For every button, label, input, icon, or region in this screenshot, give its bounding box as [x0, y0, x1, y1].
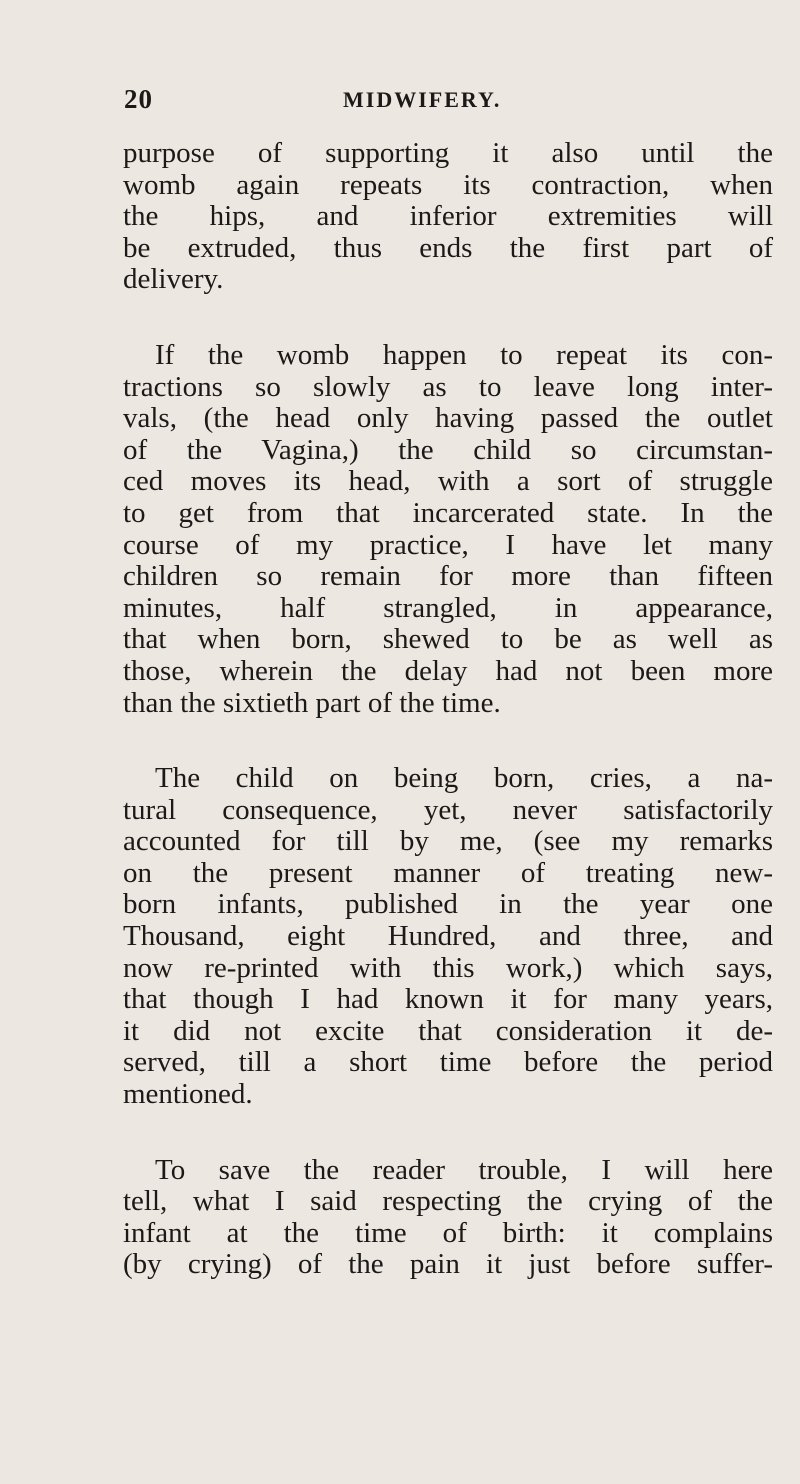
- text-line: womb again repeats its contraction, when: [123, 168, 773, 201]
- text-line: that when born, shewed to be as well as: [123, 623, 773, 656]
- text-line: those, wherein the delay had not been more: [123, 654, 773, 687]
- text-line: than the sixtieth part of the time.: [123, 686, 501, 719]
- running-title: MIDWIFERY.: [343, 87, 502, 112]
- text-line: course of my practice, I have let many: [123, 528, 773, 561]
- text-line: that though I had known it for many years,: [123, 983, 773, 1016]
- text-line: children so remain for more than fifteen: [123, 560, 773, 593]
- text-line: it did not excite that consideration it de-: [123, 1014, 773, 1047]
- text-line: tractions so slowly as to leave long inter-: [123, 370, 773, 403]
- text-line: be extruded, thus ends the first part of: [123, 231, 773, 264]
- paragraph-3: [123, 763, 773, 1111]
- text-line: the hips, and inferior extremities will: [123, 200, 773, 233]
- text-line: Thousand, eight Hundred, and three, and: [123, 920, 773, 953]
- text-line: tural consequence, yet, never satisfactorily: [123, 793, 773, 826]
- text-line: tell, what I said respecting the crying of the: [123, 1185, 773, 1218]
- text-line: (by crying) of the pain it just before suffer-: [123, 1248, 773, 1281]
- body-text: [123, 138, 773, 1325]
- paragraph-4: [123, 1155, 773, 1281]
- text-line: accounted for till by me, (see my remarks: [123, 825, 773, 858]
- text-line: served, till a short time before the period: [123, 1046, 773, 1079]
- text-line: now re-printed with this work,) which says,: [123, 951, 773, 984]
- text-line: of the Vagina,) the child so circumstan-: [123, 433, 773, 466]
- text-line: The child on being born, cries, a na-: [155, 762, 773, 795]
- page-number: 20: [124, 84, 153, 114]
- text-line: purpose of supporting it also until the: [123, 137, 773, 169]
- text-line: mentioned.: [123, 1078, 253, 1111]
- text-line: If the womb happen to repeat its con-: [155, 338, 773, 371]
- text-line: born infants, published in the year one: [123, 888, 773, 921]
- text-line: on the present manner of treating new-: [123, 856, 773, 889]
- running-head: [0, 84, 800, 128]
- text-line: to get from that incarcerated state. In the: [123, 496, 773, 529]
- text-line: To save the reader trouble, I will here: [155, 1153, 773, 1186]
- paragraph-1: [123, 138, 773, 296]
- text-line: vals, (the head only having passed the outlet: [123, 402, 773, 435]
- text-line: ced moves its head, with a sort of struggle: [123, 465, 773, 498]
- paragraph-2: [123, 340, 773, 719]
- text-line: infant at the time of birth: it complains: [123, 1216, 773, 1249]
- text-line: minutes, half strangled, in appearance,: [123, 591, 773, 624]
- text-line: delivery.: [123, 263, 224, 296]
